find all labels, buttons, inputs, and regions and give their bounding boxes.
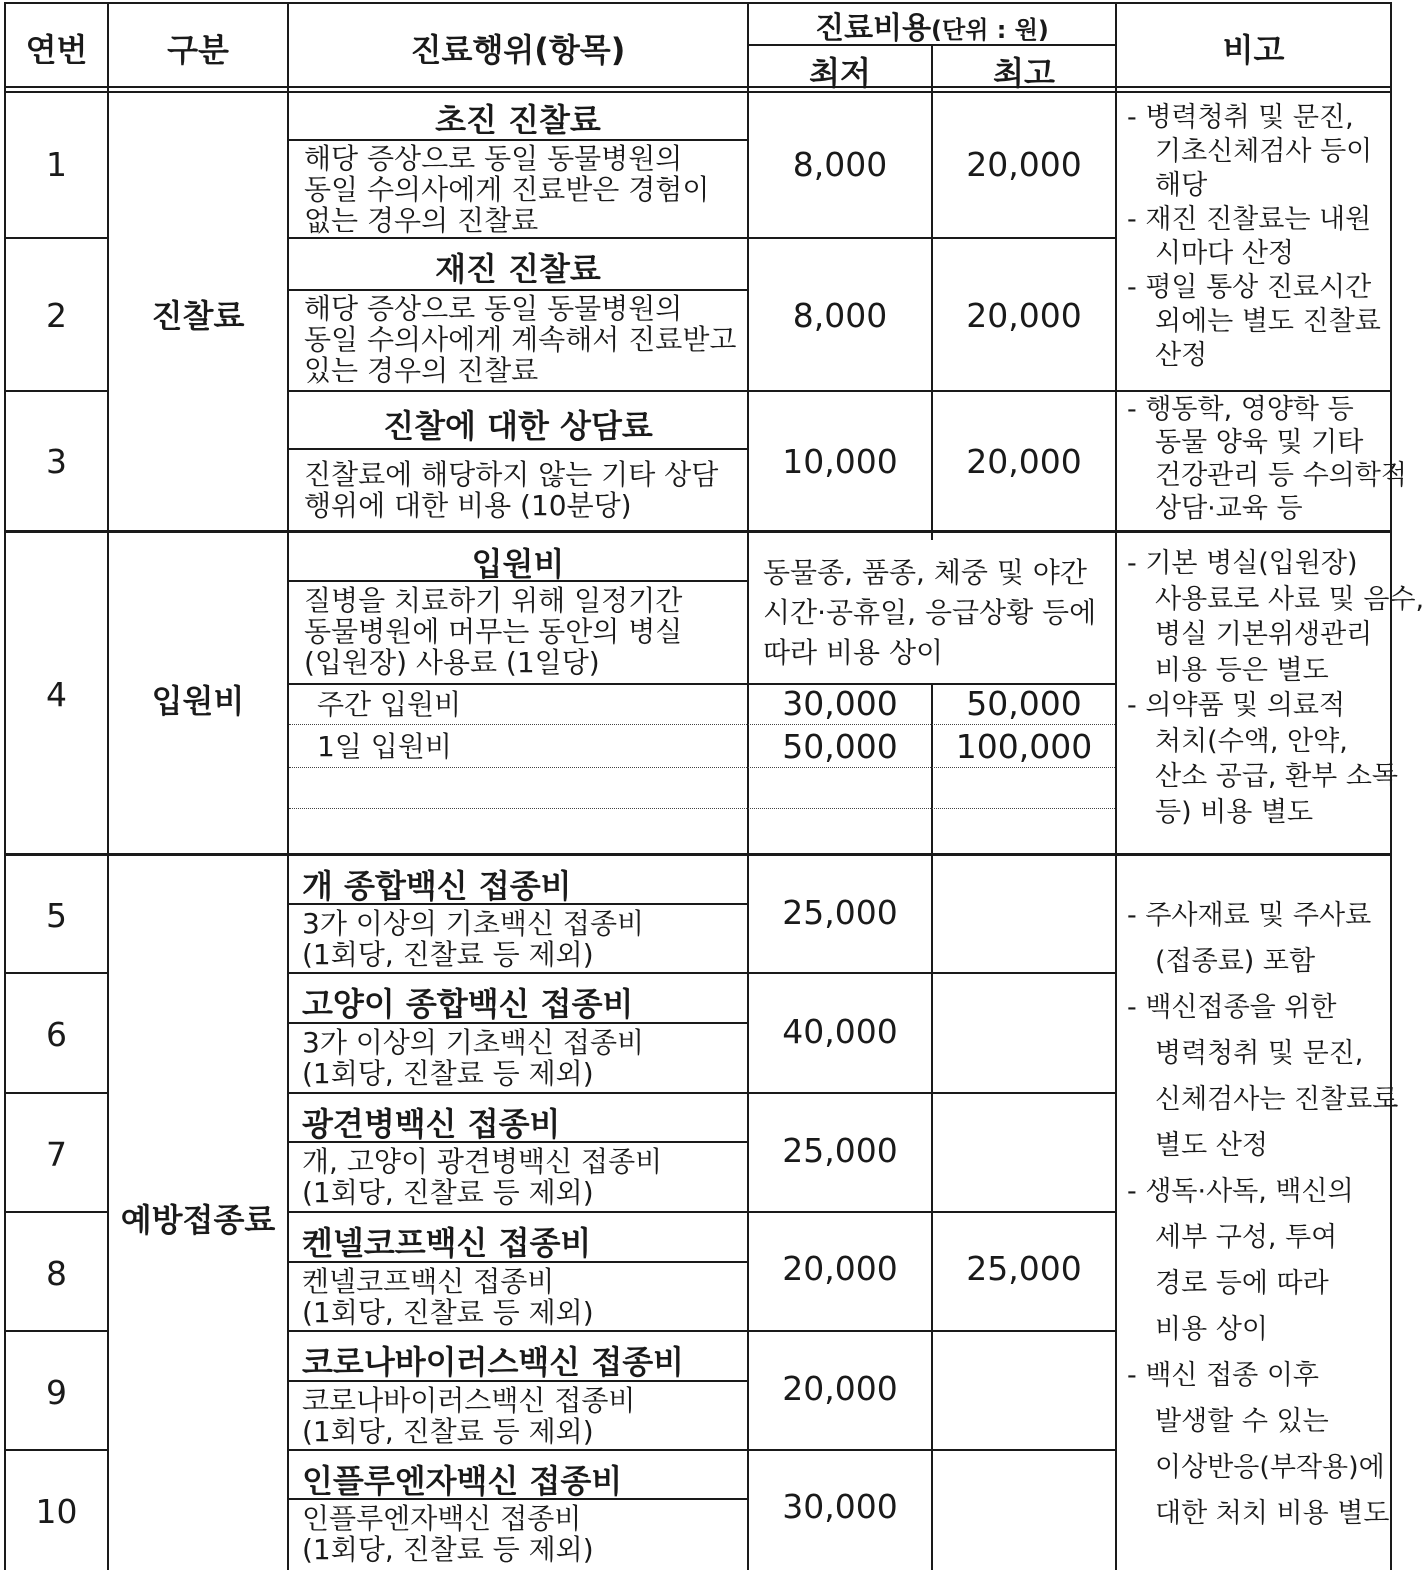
- desc-line: (1회당, 진찰료 등 제외): [302, 1057, 594, 1090]
- row-number: 2: [46, 296, 67, 335]
- sub-item-label: 주간 입원비: [317, 688, 462, 721]
- desc-line: 해당 증상으로 동일 동물병원의: [304, 142, 683, 175]
- row-line: [289, 448, 749, 450]
- note-line: 등) 비용 별도: [1155, 796, 1314, 828]
- note-line: - 행동학, 영양학 등: [1127, 394, 1354, 425]
- note-line: - 병력청취 및 문진,: [1127, 102, 1354, 133]
- header-cost-label: 진료비용: [815, 11, 932, 46]
- desc-line: 진찰료에 해당하지 않는 기타 상담: [304, 458, 719, 491]
- item-desc: [304, 585, 682, 678]
- header-note: 비고: [1222, 31, 1285, 69]
- desc-line: (1회당, 진찰료 등 제외): [302, 1533, 594, 1566]
- row-line: [4, 1449, 107, 1451]
- item-desc: [302, 1027, 644, 1089]
- header-category: 구분: [167, 31, 229, 69]
- header-item: 진료행위(항목): [410, 31, 626, 69]
- dotted-line: [289, 767, 1115, 768]
- cost-min: 8,000: [792, 145, 888, 184]
- note-line: - 주사재료 및 주사료: [1127, 900, 1372, 931]
- dotted-line: [289, 724, 1115, 725]
- note-line: 산소 공급, 환부 소독: [1155, 761, 1398, 792]
- row-number: 1: [46, 145, 67, 184]
- note-line: 비용 상이: [1155, 1314, 1268, 1345]
- desc-line: 있는 경우의 진찰료: [304, 354, 539, 387]
- section-line: [4, 530, 1392, 533]
- cost-min: 20,000: [782, 1369, 898, 1408]
- desc-line: (1회당, 진찰료 등 제외): [302, 1176, 594, 1209]
- col-line: [107, 2, 109, 1570]
- note-line: - 기본 병실(입원장): [1127, 548, 1358, 579]
- note-line: 상담·교육 등: [1155, 493, 1303, 524]
- row-line: [289, 1330, 1117, 1332]
- cost-min: 30,000: [782, 684, 898, 723]
- row-line: [4, 1330, 107, 1332]
- cost-max: 100,000: [955, 727, 1093, 766]
- item-desc: [302, 1503, 594, 1565]
- note-line: 사용료로 사료 및 음수,: [1155, 583, 1424, 615]
- row-number: 5: [46, 896, 67, 935]
- header-no: 연번: [25, 31, 88, 69]
- note-line: 처치(수액, 안약,: [1155, 725, 1348, 757]
- note-line: 경로 등에 따라: [1155, 1268, 1329, 1299]
- cost-min: 50,000: [782, 727, 898, 766]
- item-desc: [304, 143, 709, 236]
- item-title: 개 종합백신 접종비: [302, 867, 572, 905]
- desc-line: 동물병원에 머무는 동안의 병실: [304, 615, 683, 648]
- sub-item-label: 1일 입원비: [317, 730, 452, 763]
- note-line: 발생할 수 있는: [1155, 1406, 1329, 1437]
- note-line: 동물 양육 및 기타: [1155, 427, 1364, 458]
- note-line: (접종료) 포함: [1155, 946, 1316, 977]
- item-desc: [302, 908, 644, 970]
- row-number: 3: [46, 442, 67, 481]
- row-line: [289, 390, 1392, 392]
- header-cost: [749, 3, 1115, 47]
- header-divider: [4, 91, 1392, 93]
- desc-line: (1회당, 진찰료 등 제외): [302, 938, 594, 971]
- desc-line: 켄넬코프백신 접종비: [302, 1265, 555, 1298]
- col-line: [931, 683, 933, 1570]
- note-line: 산정: [1155, 340, 1208, 371]
- desc-line: 코로나바이러스백신 접종비: [302, 1384, 636, 1417]
- cost-min: 8,000: [792, 296, 888, 335]
- item-title: 입원비: [471, 545, 565, 583]
- row-line: [289, 237, 1117, 239]
- note-vaccine: [1127, 893, 1398, 1537]
- note-line: - 백신접종을 위한: [1127, 992, 1337, 1023]
- desc-line: 개, 고양이 광견병백신 접종비: [302, 1145, 663, 1178]
- row-number: 6: [46, 1015, 67, 1054]
- note-admission: [1127, 546, 1424, 830]
- note-exam: [1127, 101, 1381, 373]
- cost-max: 50,000: [966, 684, 1082, 723]
- desc-line: (1회당, 진찰료 등 제외): [302, 1415, 594, 1448]
- item-desc: [304, 293, 736, 386]
- section-line: [4, 853, 1392, 856]
- note-line: - 의약품 및 의료적: [1127, 690, 1346, 721]
- row-line: [4, 237, 107, 239]
- header-divider: [4, 86, 1392, 88]
- desc-line: 3가 이상의 기초백신 접종비: [302, 907, 645, 940]
- row-line: [289, 972, 1117, 974]
- cost-min: 25,000: [782, 1131, 898, 1170]
- cost-max: 20,000: [966, 296, 1082, 335]
- cost-min: 25,000: [782, 893, 898, 932]
- cost-min: 20,000: [782, 1249, 898, 1288]
- desc-line: 없는 경우의 진찰료: [304, 204, 539, 237]
- header-cost-unit: (단위 : 원): [931, 16, 1049, 44]
- row-number: 4: [46, 675, 67, 714]
- row-line: [289, 1449, 1117, 1451]
- cost-min: 30,000: [782, 1487, 898, 1526]
- row-line: [289, 1211, 1117, 1213]
- item-title: 광견병백신 접종비: [302, 1105, 561, 1143]
- desc-line: 3가 이상의 기초백신 접종비: [302, 1026, 645, 1059]
- desc-line: 동일 수의사에게 계속해서 진료받고: [304, 323, 737, 356]
- desc-line: 인플루엔자백신 접종비: [302, 1502, 582, 1535]
- header-min: 최저: [809, 54, 871, 92]
- desc-line: (1회당, 진찰료 등 제외): [302, 1296, 594, 1329]
- note-line: 신체검사는 진찰료로: [1155, 1084, 1399, 1115]
- desc-line: 질병을 치료하기 위해 일정기간: [304, 584, 683, 617]
- note-line: 건강관리 등 수의학적: [1155, 460, 1407, 491]
- note-line: 병실 기본위생관리: [1155, 619, 1373, 650]
- note-line: 병력청취 및 문진,: [1155, 1038, 1364, 1069]
- note-line: 시마다 산정: [1155, 238, 1294, 269]
- row-line: [4, 972, 107, 974]
- desc-line: (입원장) 사용료 (1일당): [304, 646, 600, 679]
- note-line: - 평일 통상 진료시간: [1127, 272, 1372, 303]
- cost-note-line: 따라 비용 상이: [763, 636, 944, 669]
- row-number: 10: [35, 1492, 78, 1531]
- category-admission: 입원비: [151, 682, 245, 720]
- note-line: - 재진 진찰료는 내원: [1127, 204, 1372, 235]
- dotted-line: [289, 808, 1115, 809]
- header-max: 최고: [993, 54, 1055, 92]
- item-desc: [304, 459, 718, 521]
- item-desc: [302, 1385, 635, 1447]
- cost-note-line: 시간·공휴일, 응급상황 등에: [763, 596, 1097, 629]
- table-border-top: [4, 2, 1392, 4]
- item-title: 초진 진찰료: [435, 101, 601, 139]
- note-line: 비용 등은 별도: [1155, 654, 1329, 686]
- row-line: [4, 1211, 107, 1213]
- note-line: - 생독·사독, 백신의: [1127, 1176, 1354, 1207]
- cost-note: [763, 553, 1096, 673]
- row-line: [4, 390, 107, 392]
- cost-max: 25,000: [966, 1249, 1082, 1288]
- desc-line: 해당 증상으로 동일 동물병원의: [304, 292, 683, 325]
- item-title: 켄넬코프백신 접종비: [302, 1224, 592, 1262]
- cost-min: 40,000: [782, 1012, 898, 1051]
- item-title: 재진 진찰료: [435, 250, 601, 288]
- cost-note-line: 동물종, 품종, 체중 및 야간: [763, 556, 1087, 589]
- note-line: - 백신 접종 이후: [1127, 1360, 1319, 1391]
- row-line: [289, 1092, 1117, 1094]
- category-exam: 진찰료: [151, 297, 245, 335]
- row-line: [4, 1092, 107, 1094]
- note-line: 세부 구성, 투여: [1155, 1222, 1338, 1253]
- desc-line: 행위에 대한 비용 (10분당): [304, 489, 632, 522]
- item-title: 인플루엔자백신 접종비: [302, 1462, 623, 1500]
- desc-line: 동일 수의사에게 진료받은 경험이: [304, 173, 710, 206]
- item-desc: [302, 1266, 594, 1328]
- row-number: 8: [46, 1254, 67, 1293]
- note-line: 외에는 별도 진찰료: [1155, 306, 1381, 337]
- item-desc: [302, 1146, 662, 1208]
- note-line: 대한 처치 비용 별도: [1155, 1498, 1390, 1529]
- row-number: 9: [46, 1373, 67, 1412]
- row-number: 7: [46, 1135, 67, 1174]
- cost-max: 20,000: [966, 442, 1082, 481]
- item-title: 진찰에 대한 상담료: [383, 407, 653, 445]
- note-consult: [1127, 393, 1407, 525]
- note-line: 이상반응(부작용)에: [1155, 1452, 1385, 1483]
- note-line: 별도 산정: [1155, 1130, 1268, 1161]
- cost-max: 20,000: [966, 145, 1082, 184]
- cost-min: 10,000: [782, 442, 898, 481]
- item-title: 코로나바이러스백신 접종비: [302, 1343, 685, 1381]
- note-line: 해당: [1155, 170, 1208, 201]
- item-title: 고양이 종합백신 접종비: [302, 985, 634, 1023]
- note-line: 기초신체검사 등이: [1155, 136, 1373, 167]
- category-vaccine: 예방접종료: [120, 1201, 276, 1239]
